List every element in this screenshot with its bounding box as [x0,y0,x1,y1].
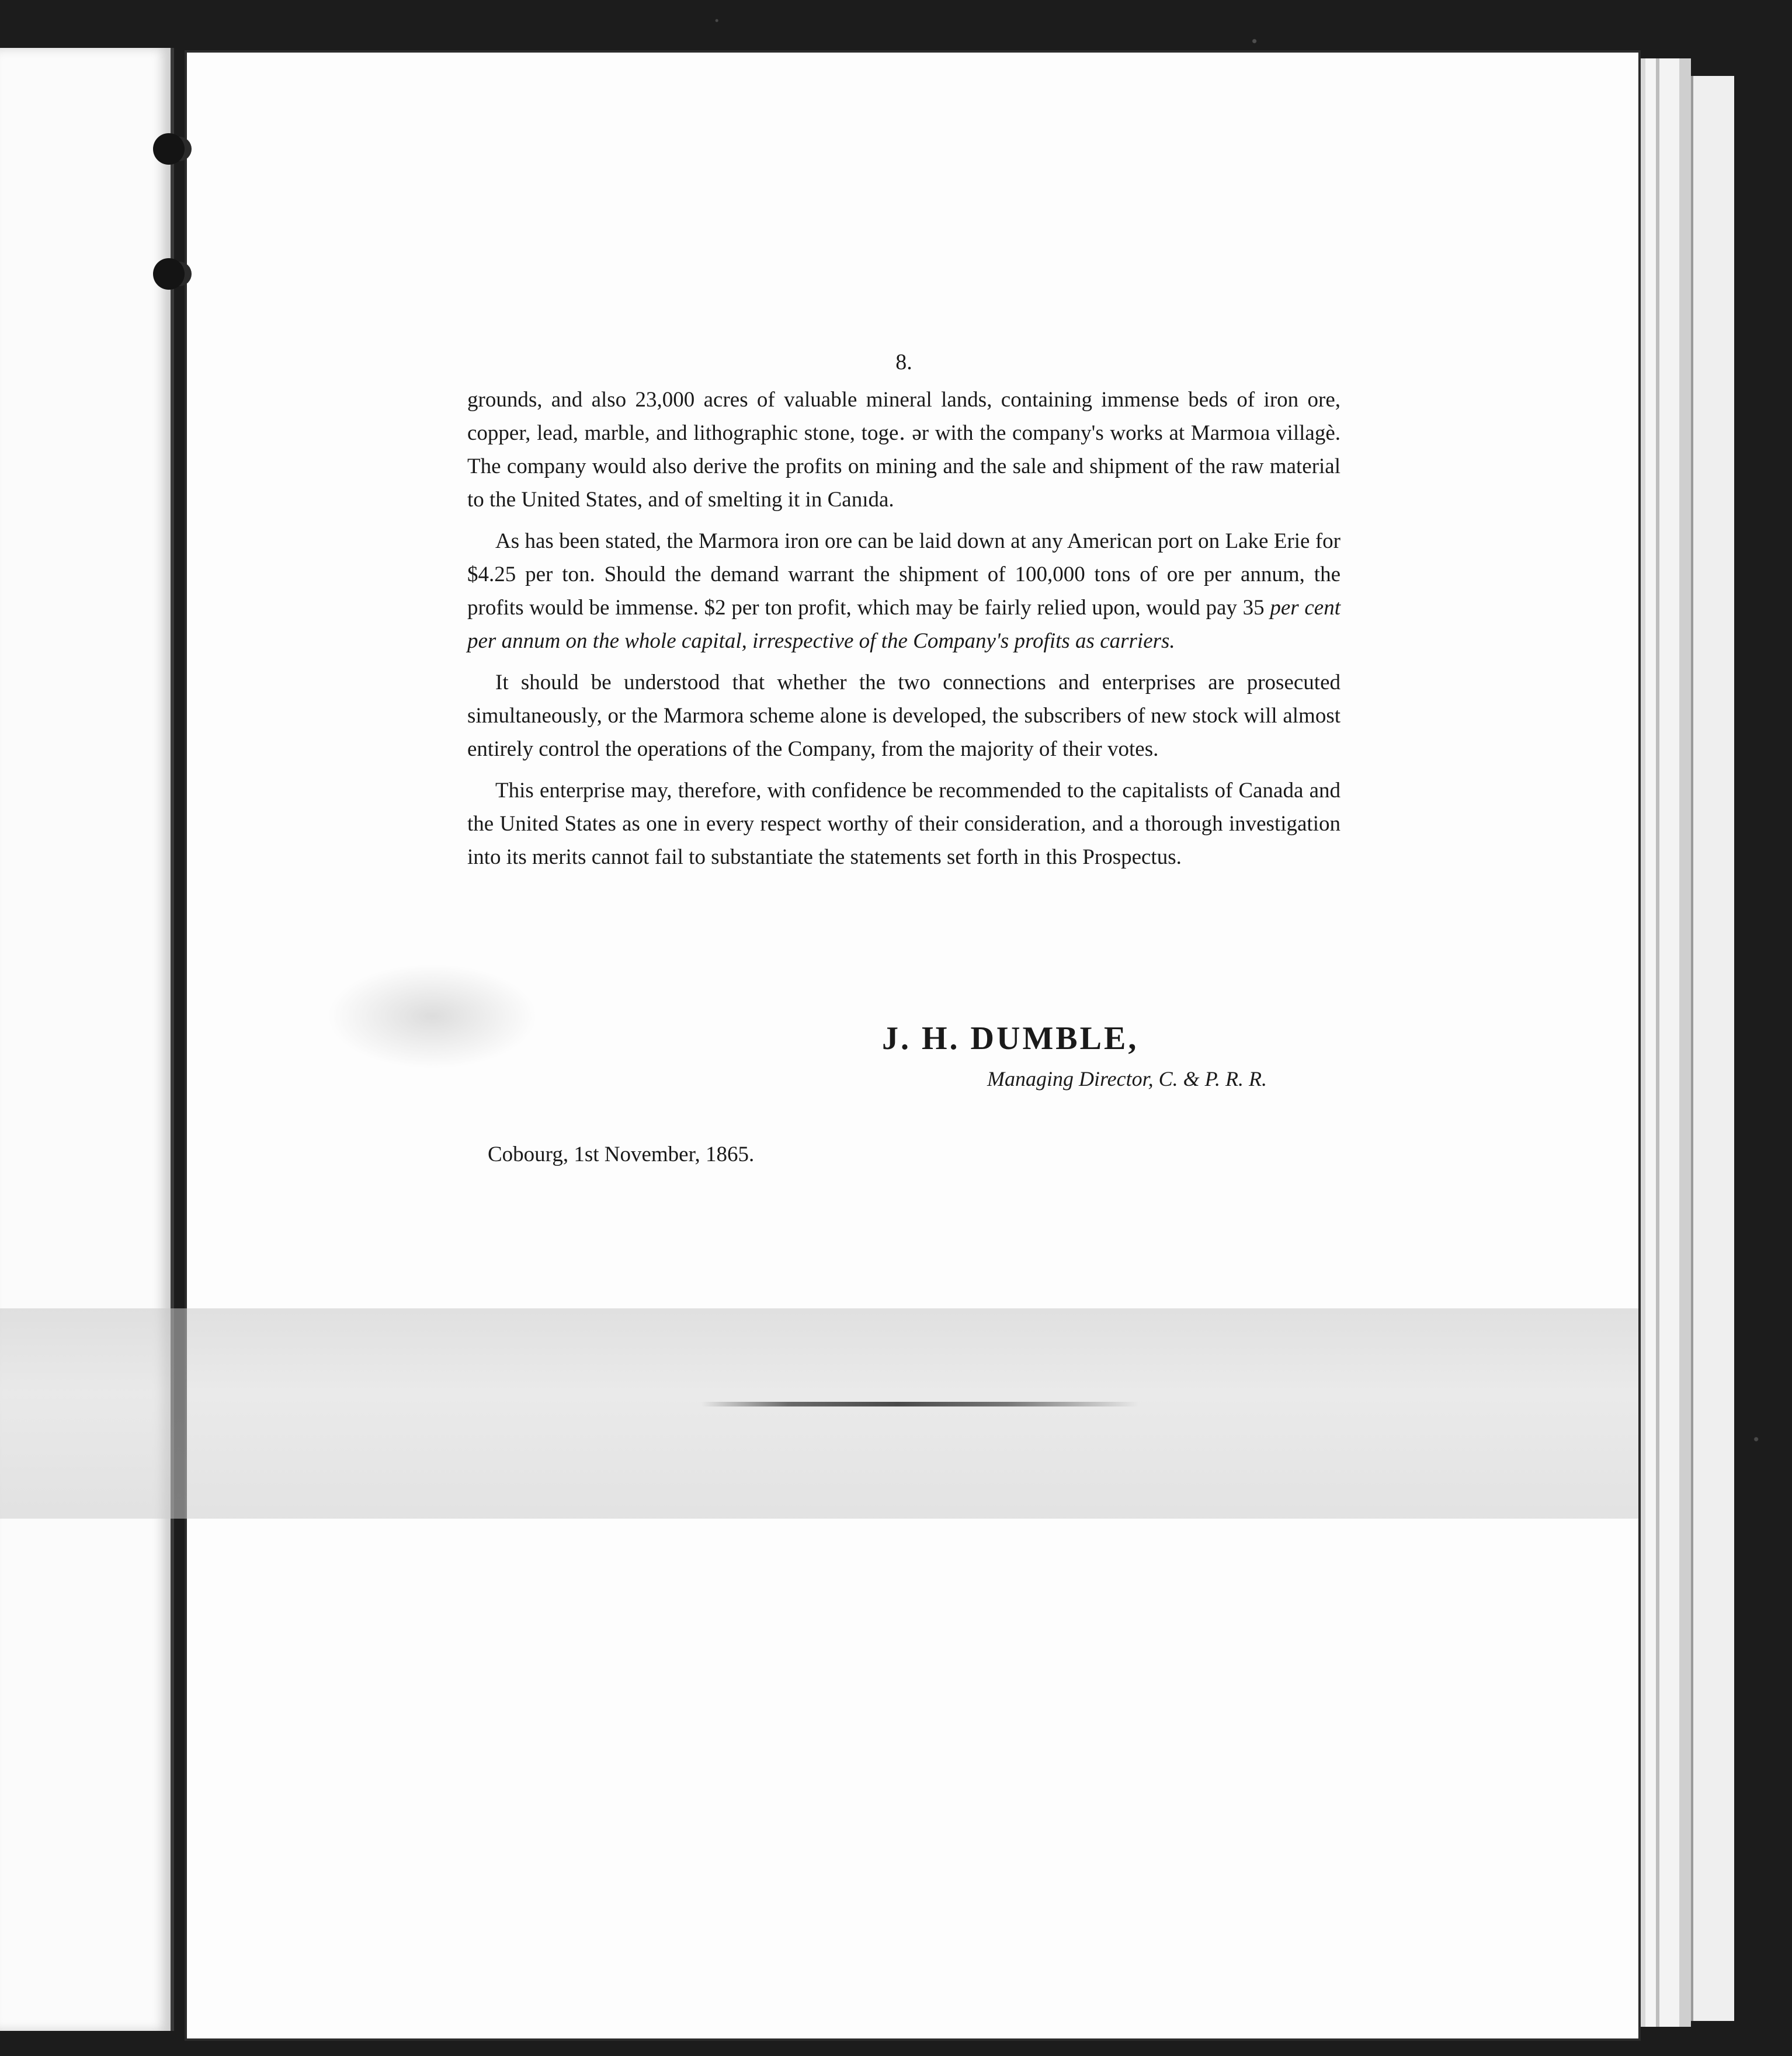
prospectus-text [467,349,1340,874]
page-stack-edge-outer [1691,76,1734,2021]
signature-title: Managing Director, C. & P. R. R. [987,1067,1267,1090]
page-number: 8. [895,350,912,374]
paragraph-3: It should be understood that whether the two connections and enterprises are prosecuted simultaneously, or the Marmora scheme alone is developed, the subscribers of new stock will almost entirely control the operations of the Company, from the majority of their votes. [467,671,1340,761]
paragraph-2 [467,525,1340,658]
page-stack-edge [1638,58,1691,2027]
paragraph-1: grounds, and also 23,000 acres of valuable mineral lands, containing immense beds of iron ore, copper, lead, marble, and lithographic stone, toge․ ər with the company's works at Marmoıa villagè. The company would also derive the profits on mining and the sale and shipment of the raw material to the United States, and of smelting it in Canıda. [467,388,1340,512]
binding-hole-top [153,133,185,165]
paragraph-2-italic: per cent per annum on the whole capital, irrespective of the Company's profits as carriers. [467,596,1340,653]
binding-hole-bottom [153,258,185,290]
paragraph-2-text: As has been stated, the Marmora iron ore can be laid down at any American port on Lake Erie for $4.25 per ton. Should the demand warrant the shipment of 100,000 tons of ore per annum, the profits would be immense. $2 per ton profit, which may be fairly relied upon, would pay 35 [467,529,1340,620]
scan-streak [701,1402,1139,1406]
paper-smudge [327,964,537,1069]
left-facing-page [0,48,174,2031]
scan-band [0,1308,1638,1519]
signature-name: J. H. DUMBLE, [882,1020,1139,1057]
paragraph-4: This enterprise may, therefore, with confidence be recommended to the capitalists of Canada and the United States as one in every respect worthy of their consideration, and a thorough investigation into its merits cannot fail to substantiate the statements set forth in this Prospectus. [467,779,1340,869]
dateline: Cobourg, 1st November, 1865. [488,1142,755,1166]
